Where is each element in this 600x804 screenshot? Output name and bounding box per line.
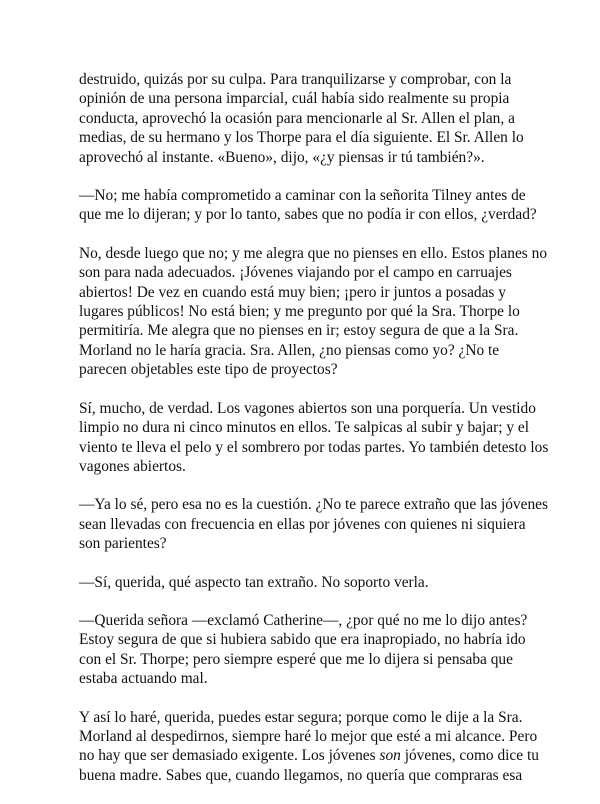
text-line: estaba actuando mal. — [79, 670, 208, 688]
text-line: buena madre. Sabes que, cuando llegamos, no quería que compraras esa — [79, 766, 523, 784]
text-line: limpio no dura ni cinco minutos en ellos. Te salpicas al subir y bajar; y el — [79, 419, 530, 437]
text-line: —Ya lo sé, pero esa no es la cuestión. ¿No te parece extraño que las jóvenes — [79, 496, 548, 514]
text-segment: jóvenes, como dice tu — [400, 747, 539, 765]
text-line: No, desde luego que no; y me alegra que no pienses en ello. Estos planes no — [79, 244, 548, 262]
emphasized-word: son — [379, 747, 401, 765]
paragraph-8 — [79, 708, 539, 786]
text-line: Morland al despedirnos, siempre haré lo mejor que esté a mi alcance. Pero — [79, 727, 538, 745]
paragraph-1 — [79, 70, 523, 167]
text-line: sean llevadas con frecuencia en ellas por jóvenes con quienes ni siquiera — [79, 515, 526, 533]
text-line: Sí, mucho, de verdad. Los vagones abiertos son una porquería. Un vestido — [79, 399, 536, 417]
text-line: Y así lo haré, querida, puedes estar segura; porque como le dije a la Sra. — [79, 708, 523, 726]
document-page — [79, 70, 549, 804]
text-line: parecen objetables este tipo de proyectos? — [79, 361, 338, 379]
text-line: que me lo dijeran; y por lo tanto, sabes que no podía ir con ellos, ¿verdad? — [79, 206, 537, 224]
paragraph-4 — [79, 399, 549, 477]
text-line: abiertos! De vez en cuando está muy bien; ¡pero ir juntos a posadas y — [79, 283, 506, 301]
text-line: Estoy segura de que si hubiera sabido que era inapropiado, no habría ido — [79, 631, 526, 649]
text-line: conducta, aprovechó la ocasión para mencionarle al Sr. Allen el plan, a — [79, 109, 515, 127]
text-line-with-emphasis — [79, 746, 539, 765]
text-line: aprovechó al instante. «Bueno», dijo, «¿y piensas ir tú también?». — [79, 148, 485, 166]
text-line: —Sí, querida, qué aspecto tan extraño. No soporto verla. — [79, 573, 429, 591]
text-line: —Querida señora —exclamó Catherine—, ¿por qué no me lo dijo antes? — [79, 611, 528, 629]
text-line: lugares públicos! No está bien; y me pregunto por qué la Sra. Thorpe lo — [79, 303, 520, 321]
text-line: medias, de su hermano y los Thorpe para el día siguiente. El Sr. Allen lo — [79, 129, 524, 147]
text-line: Morland no le haría gracia. Sra. Allen, ¿no piensas como yo? ¿No te — [79, 341, 500, 359]
text-line: destruido, quizás por su culpa. Para tranquilizarse y comprobar, con la — [79, 71, 512, 88]
text-line: son parientes? — [79, 535, 167, 553]
text-line: son para nada adecuados. ¡Jóvenes viajando por el campo en carruajes — [79, 264, 512, 282]
text-line: vagones abiertos. — [79, 457, 186, 475]
paragraph-6 — [79, 573, 523, 592]
text-line: permitiría. Me alegra que no pienses en ir; estoy segura de que a la Sra. — [79, 322, 519, 340]
paragraph-5 — [79, 495, 548, 553]
text-line: viento te lleva el pelo y el sombrero por todas partes. Yo también detesto los — [79, 438, 549, 456]
paragraph-7 — [79, 611, 528, 689]
text-line: —No; me había comprometido a caminar con la señorita Tilney antes de — [79, 187, 526, 205]
text-line: opinión de una persona imparcial, cuál había sido realmente su propia — [79, 90, 510, 108]
text-line: con el Sr. Thorpe; pero siempre esperé que me lo dijera si pensaba que — [79, 650, 513, 668]
text-segment: no hay que ser demasiado exigente. Los jóvenes — [79, 747, 380, 765]
paragraph-2 — [79, 186, 537, 225]
paragraph-3 — [79, 244, 548, 380]
